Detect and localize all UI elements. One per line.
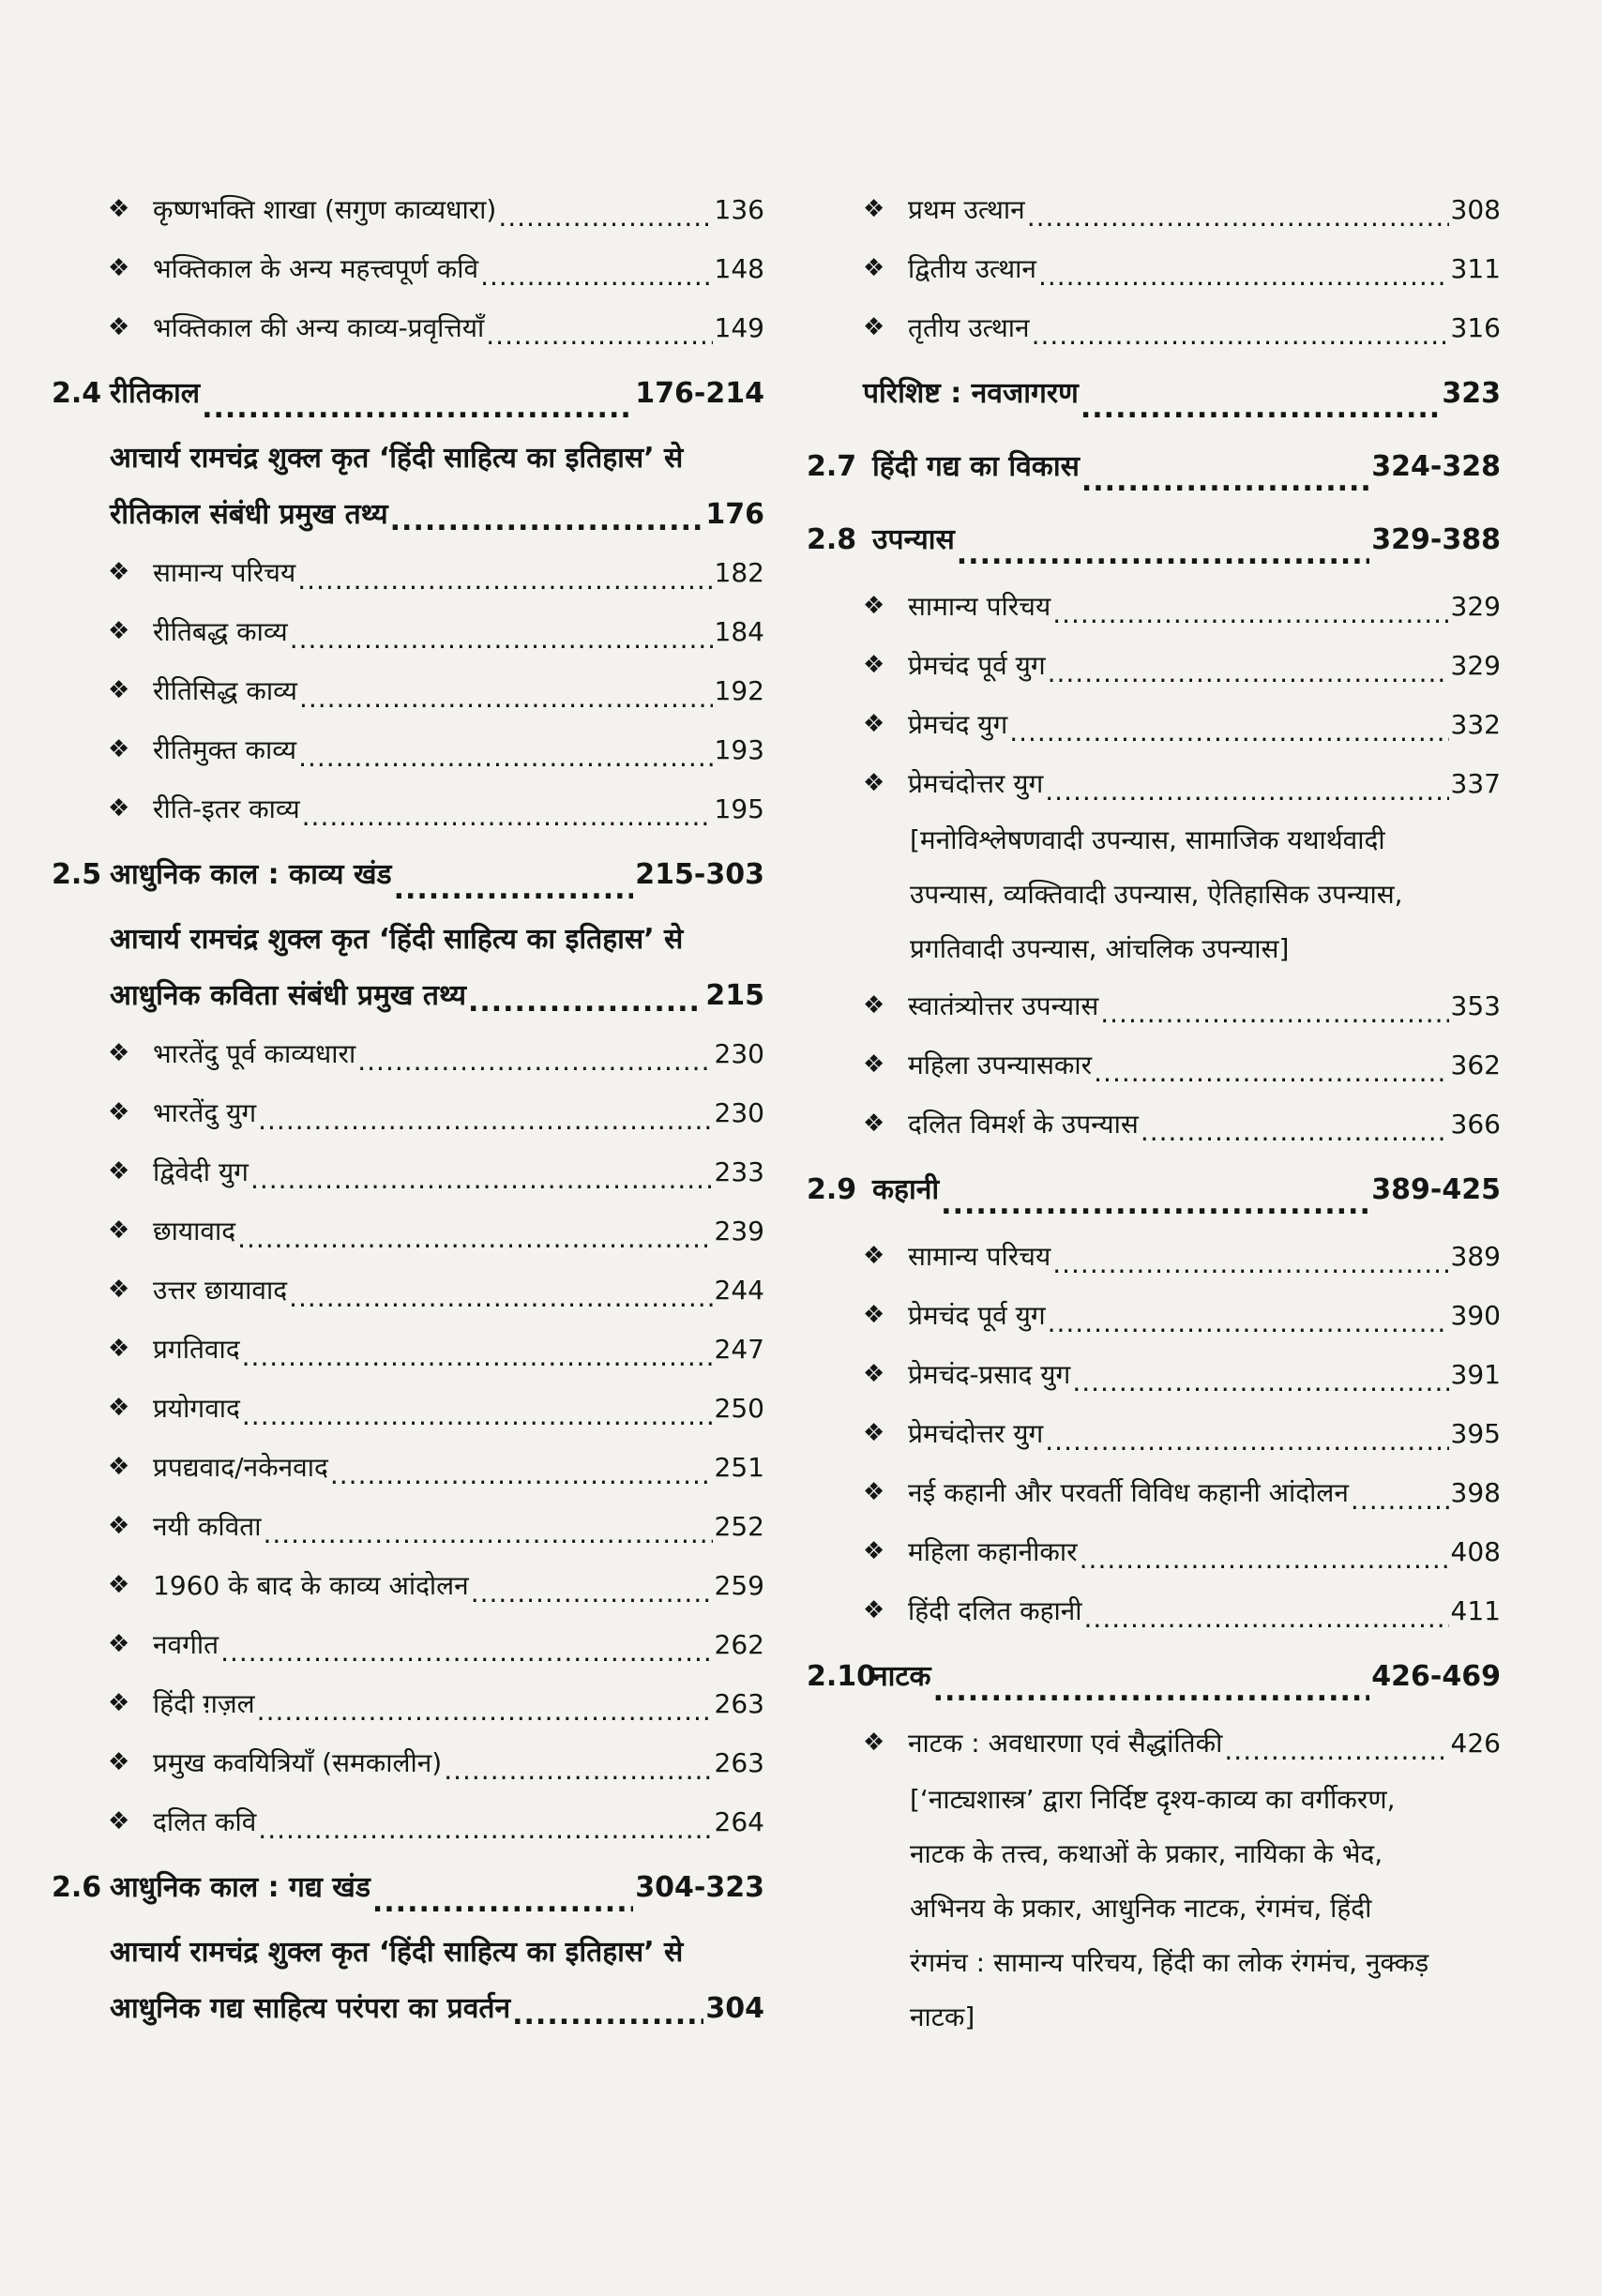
dot-leader	[498, 209, 712, 226]
toc-item-page: 263	[714, 1747, 764, 1778]
toc-item-label: रीतिसिद्ध काव्य	[153, 675, 297, 706]
toc-item[interactable]	[52, 1674, 764, 1733]
bullet-icon: ❖	[108, 1098, 130, 1126]
bullet-icon: ❖	[863, 991, 885, 1020]
toc-item-label: दलित कवि	[153, 1806, 257, 1837]
toc-item[interactable]	[52, 1556, 764, 1615]
toc-item-page: 233	[714, 1156, 764, 1187]
bullet-icon: ❖	[863, 1478, 885, 1506]
toc-item-label: भारतेंदु पूर्व काव्यधारा	[153, 1038, 356, 1069]
toc-item[interactable]	[807, 1227, 1501, 1286]
toc-item[interactable]	[52, 1024, 764, 1083]
bullet-icon: ❖	[863, 1110, 885, 1138]
toc-item-page: 308	[1450, 194, 1501, 225]
toc-item[interactable]	[52, 661, 764, 720]
toc-item-page: 184	[714, 616, 764, 647]
toc-item-label: प्रपद्यवाद/नकेनवाद	[153, 1452, 328, 1483]
toc-item-label: महिला कहानीकार	[908, 1536, 1078, 1567]
bullet-icon: ❖	[863, 1242, 885, 1270]
toc-item[interactable]	[807, 636, 1501, 695]
toc-item-label: भारतेंदु युग	[153, 1097, 257, 1128]
toc-item[interactable]	[52, 1142, 764, 1201]
toc-item-label: सामान्य परिचय	[908, 1241, 1051, 1272]
toc-item-page: 353	[1450, 990, 1501, 1021]
toc-item-label: सामान्य परिचय	[153, 557, 296, 588]
bullet-icon: ❖	[863, 195, 885, 223]
dot-leader	[357, 1053, 712, 1070]
toc-item-page: 408	[1450, 1536, 1501, 1567]
toc-item-label: रीतिमुक्त काव्य	[153, 734, 297, 765]
toc-item-label: द्विवेदी युग	[153, 1156, 249, 1187]
toc-item-page: 262	[714, 1629, 764, 1660]
toc-item-page: 252	[714, 1511, 764, 1542]
toc-item[interactable]	[52, 1379, 764, 1438]
toc-item[interactable]	[807, 239, 1501, 298]
toc-item[interactable]	[807, 695, 1501, 754]
toc-item-page: 329	[1450, 591, 1501, 622]
dot-leader	[237, 1231, 712, 1247]
bullet-icon: ❖	[108, 1276, 130, 1304]
bullet-icon: ❖	[108, 254, 130, 282]
toc-item-page: 389	[1450, 1241, 1501, 1272]
bullet-icon: ❖	[108, 676, 130, 704]
toc-item-label: 1960 के बाद के काव्य आंदोलन	[153, 1570, 469, 1601]
dot-leader	[299, 690, 713, 707]
toc-para-2-4[interactable]: आचार्य रामचंद्र शुक्ल कृत ‘हिंदी साहित्य का इतिहास’ से रीतिकाल संबंधी प्रमुख तथ्य ..... 176	[52, 430, 764, 543]
bullet-icon: ❖	[108, 794, 130, 823]
dot-leader	[263, 1526, 712, 1543]
dot-leader	[471, 1585, 713, 1602]
bullet-icon: ❖	[863, 313, 885, 341]
toc-item[interactable]	[52, 779, 764, 838]
toc-item-label: रीति-इतर काव्य	[153, 793, 300, 824]
toc-item-page: 193	[714, 734, 764, 765]
toc-item[interactable]	[52, 602, 764, 661]
toc-item[interactable]	[52, 1615, 764, 1674]
toc-item-label: भक्तिकाल की अन्य काव्य-प्रवृत्तियाँ	[153, 312, 485, 343]
toc-item-page: 337	[1450, 768, 1501, 799]
dot-leader	[486, 327, 712, 344]
bullet-icon: ❖	[863, 1729, 885, 1757]
dot-leader	[297, 572, 712, 589]
toc-item-page: 390	[1450, 1300, 1501, 1331]
toc-item[interactable]	[807, 1035, 1501, 1095]
toc-item-page: 195	[714, 793, 764, 824]
toc-item-label: छायावाद	[153, 1216, 236, 1246]
toc-item-label: नयी कविता	[153, 1511, 262, 1542]
bullet-icon: ❖	[108, 313, 130, 341]
dot-leader	[258, 1112, 712, 1129]
toc-item-label: दलित विमर्श के उपन्यास	[908, 1109, 1139, 1140]
toc-item[interactable]	[52, 1497, 764, 1556]
toc-item-page: 136	[714, 194, 764, 225]
dot-leader	[1100, 1005, 1448, 1022]
toc-section-2-9[interactable]: 2.9 कहानी ..... 389-425	[807, 1154, 1501, 1227]
toc-item-label: प्रेमचंद पूर्व युग	[908, 650, 1046, 681]
dot-leader	[1009, 724, 1448, 741]
bullet-icon: ❖	[108, 1748, 130, 1776]
bullet-icon: ❖	[863, 769, 885, 797]
dot-leader	[290, 631, 713, 648]
dot-leader	[1351, 1492, 1449, 1509]
toc-item-page: 362	[1450, 1050, 1501, 1080]
toc-item[interactable]	[807, 577, 1501, 636]
dot-leader	[289, 1290, 712, 1307]
bullet-icon: ❖	[108, 617, 130, 645]
bullet-icon: ❖	[108, 1394, 130, 1422]
toc-item[interactable]	[807, 298, 1501, 357]
toc-item[interactable]	[52, 298, 764, 357]
toc-para-2-6[interactable]: आचार्य रामचंद्र शुक्ल कृत ‘हिंदी साहित्य का इतिहास’ से आधुनिक गद्य साहित्य परंपरा का प्रवर्तन ..... 304	[52, 1925, 764, 2037]
toc-item[interactable]	[807, 1095, 1501, 1154]
toc-item[interactable]	[807, 180, 1501, 239]
toc-item-page: 316	[1450, 312, 1501, 343]
toc-item[interactable]	[807, 976, 1501, 1035]
toc-item-label: रीतिबद्ध काव्य	[153, 616, 288, 647]
toc-item[interactable]	[52, 543, 764, 602]
toc-item[interactable]	[52, 239, 764, 298]
bullet-icon: ❖	[108, 1807, 130, 1835]
bullet-icon: ❖	[863, 1419, 885, 1447]
toc-item-label: उत्तर छायावाद	[153, 1275, 288, 1306]
bullet-icon: ❖	[108, 1157, 130, 1186]
dot-leader	[330, 1467, 713, 1484]
dot-leader	[1141, 1124, 1449, 1140]
toc-item[interactable]	[52, 720, 764, 779]
dot-leader	[1072, 1374, 1448, 1391]
dot-leader	[1045, 1433, 1448, 1450]
dot-leader	[1032, 327, 1449, 344]
toc-item-label: नाटक : अवधारणा एवं सैद्धांतिकी	[908, 1728, 1223, 1759]
dot-leader	[242, 1349, 713, 1366]
bullet-icon: ❖	[108, 1039, 130, 1067]
toc-section-2-10[interactable]: 2.10 नाटक ..... 426-469	[807, 1640, 1501, 1714]
toc-item-label: प्रयोगवाद	[153, 1393, 240, 1424]
bullet-icon: ❖	[863, 1301, 885, 1329]
bullet-icon: ❖	[108, 1216, 130, 1245]
dot-leader	[1027, 209, 1449, 226]
toc-item[interactable]	[807, 1404, 1501, 1463]
dot-leader	[1084, 1610, 1449, 1627]
bullet-icon: ❖	[108, 558, 130, 586]
toc-item[interactable]	[807, 1714, 1501, 1773]
toc-item-page: 239	[714, 1216, 764, 1246]
bullet-icon: ❖	[108, 735, 130, 763]
toc-item-page: 230	[714, 1038, 764, 1069]
bullet-icon: ❖	[863, 1596, 885, 1624]
toc-item-page: 244	[714, 1275, 764, 1306]
dot-leader	[242, 1408, 713, 1425]
toc-item-page: 332	[1450, 709, 1501, 740]
toc-item-label: कृष्णभक्ति शाखा (सगुण काव्यधारा)	[153, 194, 497, 225]
dot-leader	[302, 808, 713, 825]
dot-leader	[1080, 1551, 1449, 1568]
toc-item[interactable]	[52, 1320, 764, 1379]
bullet-icon: ❖	[863, 1050, 885, 1079]
toc-item-page: 250	[714, 1393, 764, 1424]
toc-item-page: 426	[1450, 1728, 1501, 1759]
toc-item-page: 192	[714, 675, 764, 706]
toc-item-page: 263	[714, 1688, 764, 1719]
dot-leader	[250, 1171, 713, 1188]
toc-item-label: प्रेमचंद पूर्व युग	[908, 1300, 1046, 1331]
toc-appendix[interactable]: परिशिष्ट : नवजागरण ..... 323	[807, 357, 1501, 430]
toc-item[interactable]	[52, 1438, 764, 1497]
toc-item[interactable]	[807, 1463, 1501, 1522]
toc-section-2-4[interactable]: 2.4 रीतिकाल ..... 176-214	[52, 357, 764, 430]
toc-item-label: प्रेमचंद-प्रसाद युग	[908, 1359, 1071, 1390]
dot-leader	[1038, 268, 1449, 285]
toc-item-page: 311	[1450, 253, 1501, 284]
toc-item[interactable]	[807, 1345, 1501, 1404]
toc-item-label: हिंदी दलित कहानी	[908, 1595, 1082, 1626]
bullet-icon: ❖	[108, 195, 130, 223]
toc-item-label: प्रमुख कवयित्रियाँ (समकालीन)	[153, 1747, 443, 1778]
toc-item-page: 366	[1450, 1109, 1501, 1140]
toc-item[interactable]	[52, 180, 764, 239]
toc-item-page: 182	[714, 557, 764, 588]
toc-item-page: 329	[1450, 650, 1501, 681]
toc-note-2-10: [‘नाट्यशास्त्र’ द्वारा निर्दिष्ट दृश्य-काव्य का वर्गीकरण, नाटक के तत्त्व, कथाओं के प्रकार, नायिका के भेद, अभिनय के प्रकार, आधुनिक नाटक, रंगमंच, हिंदी रंगमंच : सामान्य परिचय, हिंदी का लोक रंगमंच, नुक्कड़ नाटक]	[910, 1784, 1429, 2032]
toc-item[interactable]	[52, 1792, 764, 1851]
toc-item-page: 411	[1450, 1595, 1501, 1626]
toc-item-label: प्रगतिवाद	[153, 1334, 240, 1365]
bullet-icon: ❖	[108, 1630, 130, 1658]
toc-item-label: प्रेमचंदोत्तर युग	[908, 1418, 1044, 1449]
dot-leader	[444, 1762, 712, 1779]
toc-section-2-7[interactable]: 2.7 हिंदी गद्य का विकास ..... 324-328	[807, 430, 1501, 504]
toc-item-page: 230	[714, 1097, 764, 1128]
dot-leader	[258, 1821, 712, 1838]
bullet-icon: ❖	[108, 1453, 130, 1481]
toc-item-label: नवगीत	[153, 1629, 219, 1660]
dot-leader	[1048, 1315, 1449, 1332]
toc-item-page: 259	[714, 1570, 764, 1601]
toc-item-label: द्वितीय उत्थान	[908, 253, 1036, 284]
toc-item-page: 247	[714, 1334, 764, 1365]
bullet-icon: ❖	[863, 710, 885, 738]
toc-item[interactable]	[807, 1581, 1501, 1640]
toc-item-page: 148	[714, 253, 764, 284]
toc-item-label: महिला उपन्यासकार	[908, 1050, 1093, 1080]
toc-item-label: प्रेमचंदोत्तर युग	[908, 768, 1044, 799]
bullet-icon: ❖	[863, 592, 885, 620]
toc-section-2-8[interactable]: 2.8 उपन्यास ..... 329-388	[807, 504, 1501, 577]
toc-item-page: 251	[714, 1452, 764, 1483]
dot-leader	[1052, 606, 1448, 623]
toc-note-2-8: [मनोविश्लेषणवादी उपन्यास, सामाजिक यथार्थवादी उपन्यास, व्यक्तिवादी उपन्यास, ऐतिहासिक उपन्यास, प्रगतिवादी उपन्यास, आंचलिक उपन्यास]	[910, 824, 1403, 964]
toc-item-page: 264	[714, 1806, 764, 1837]
toc-item-label: प्रथम उत्थान	[908, 194, 1025, 225]
bullet-icon: ❖	[108, 1512, 130, 1540]
bullet-icon: ❖	[863, 1360, 885, 1388]
toc-left-column	[52, 180, 764, 2037]
toc-item-label: सामान्य परिचय	[908, 591, 1051, 622]
toc-item-page: 395	[1450, 1418, 1501, 1449]
dot-leader	[480, 268, 712, 285]
dot-leader	[1224, 1743, 1448, 1760]
toc-item-label: तृतीय उत्थान	[908, 312, 1030, 343]
toc-item[interactable]	[52, 1083, 764, 1142]
bullet-icon: ❖	[108, 1335, 130, 1363]
toc-item[interactable]	[52, 1201, 764, 1261]
toc-item-label: भक्तिकाल के अन्य महत्त्वपूर्ण कवि	[153, 253, 479, 284]
toc-item-label: नई कहानी और परवर्ती विविध कहानी आंदोलन	[908, 1477, 1349, 1508]
toc-item[interactable]	[807, 1522, 1501, 1581]
toc-item-page: 398	[1450, 1477, 1501, 1508]
toc-item-page: 391	[1450, 1359, 1501, 1390]
bullet-icon: ❖	[863, 254, 885, 282]
toc-right-column	[807, 180, 1501, 2045]
toc-item[interactable]	[52, 1733, 764, 1792]
toc-item[interactable]	[52, 1261, 764, 1320]
toc-item[interactable]	[807, 754, 1501, 813]
dot-leader	[298, 749, 712, 766]
toc-item-label: हिंदी ग़ज़ल	[153, 1688, 255, 1719]
bullet-icon: ❖	[863, 1537, 885, 1565]
dot-leader	[1048, 665, 1449, 682]
toc-para-2-5[interactable]: आचार्य रामचंद्र शुक्ल कृत ‘हिंदी साहित्य का इतिहास’ से आधुनिक कविता संबंधी प्रमुख तथ्य ..... 215	[52, 912, 764, 1024]
bullet-icon: ❖	[108, 1571, 130, 1599]
toc-section-2-5[interactable]: 2.5 आधुनिक काल : काव्य खंड ..... 215-303	[52, 838, 764, 912]
toc-item-label: स्वातंत्र्योत्तर उपन्यास	[908, 990, 1099, 1021]
dot-leader	[257, 1703, 713, 1720]
dot-leader	[1045, 783, 1448, 800]
dot-leader	[1094, 1065, 1448, 1081]
bullet-icon: ❖	[863, 651, 885, 679]
toc-item-page: 149	[714, 312, 764, 343]
bullet-icon: ❖	[108, 1689, 130, 1717]
dot-leader	[220, 1644, 712, 1661]
toc-section-2-6[interactable]: 2.6 आधुनिक काल : गद्य खंड ..... 304-323	[52, 1851, 764, 1925]
toc-item[interactable]	[807, 1286, 1501, 1345]
toc-item-label: प्रेमचंद युग	[908, 709, 1008, 740]
dot-leader	[1052, 1256, 1448, 1273]
